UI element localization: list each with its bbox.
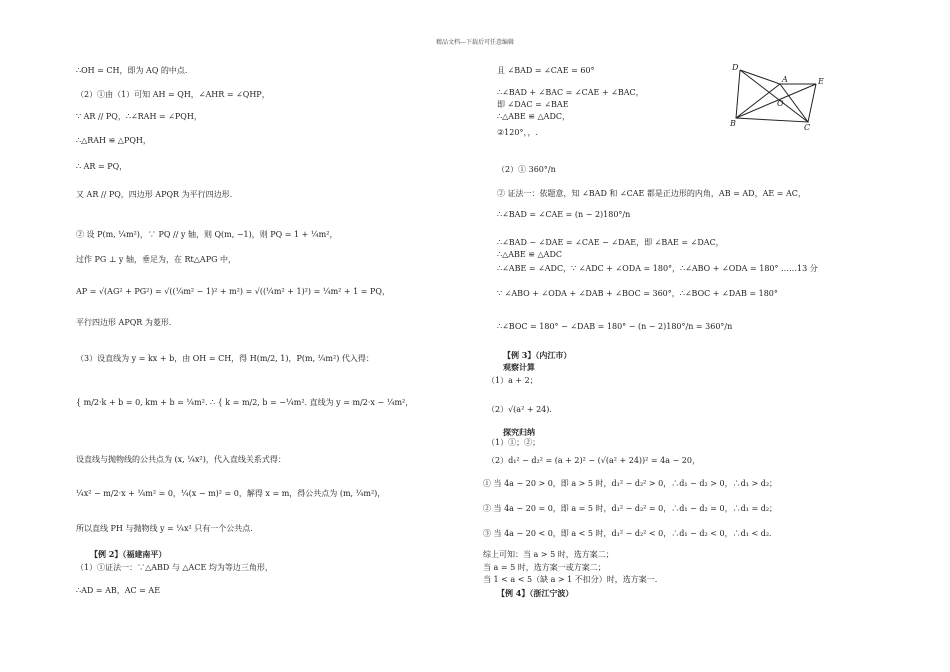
right-line: ∴∠BAD + ∠BAC = ∠CAE + ∠BAC， bbox=[497, 88, 644, 97]
left-line: 设直线与抛物线的公共点为 (x, ¼x²)，代入直线关系式得： bbox=[76, 455, 286, 464]
right-line: ∴∠BAD = ∠CAE = (n − 2)180°/n bbox=[497, 210, 631, 219]
right-line: 【例 4】（浙江宁波） bbox=[497, 588, 574, 598]
right-line: ∴∠ABE = ∠ADC，∵ ∠ADC + ∠ODA = 180°，∴∠ABO + ∠ODA = 180° ……13 分 bbox=[497, 264, 818, 273]
left-line: 所以直线 PH 与抛物线 y = ¼x² 只有一个公共点. bbox=[76, 524, 253, 533]
right-line: 且 ∠BAD = ∠CAE = 60° bbox=[497, 66, 595, 75]
right-line: ∵ ∠ABO + ∠ODA + ∠DAB + ∠BOC = 360°，∴∠BOC + ∠DAB = 180° bbox=[497, 289, 778, 298]
right-line: （1）①；②； bbox=[487, 438, 541, 447]
left-line: ∴OH = CH，即为 AQ 的中点. bbox=[76, 66, 188, 75]
right-line: ∴△ABE ≌ △ADC bbox=[497, 250, 562, 259]
left-line: ∵ AR // PQ，∴∠RAH = ∠PQH， bbox=[76, 112, 202, 121]
figure-label-b: B bbox=[730, 119, 736, 128]
figure-label-d: D bbox=[732, 63, 739, 72]
page-header: 精品文档---下载后可任意编辑 bbox=[435, 39, 515, 46]
right-line: ∴∠BAD − ∠DAE = ∠CAE − ∠DAE，即 ∠BAE = ∠DAC， bbox=[497, 238, 724, 247]
left-line: ∴ AR = PQ， bbox=[76, 162, 128, 171]
left-line: ∴AD = AB，AC = AE bbox=[76, 586, 161, 595]
right-line: 综上可知：当 a > 5 时，选方案二； bbox=[483, 550, 614, 559]
right-line: 当 1 < a < 5（缺 a > 1 不扣分）时，选方案一. bbox=[483, 575, 658, 584]
left-line: （2）①由（1）可知 AH = QH，∠AHR = ∠QHP， bbox=[76, 90, 270, 99]
right-line: （2）√(a² + 24)． bbox=[487, 405, 558, 414]
figure-label-e: E bbox=[818, 77, 824, 86]
left-line: ② 设 P(m, ¼m²)，∵ PQ // y 轴，则 Q(m, −1)，则 PQ = 1 + ¼m²， bbox=[76, 230, 338, 239]
left-line: ¼x² − m/2·x + ¼m² = 0，¼(x − m)² = 0，解得 x = m，得公共点为 (m, ¼m²)， bbox=[76, 489, 386, 498]
right-line: （2）d₁² − d₂² = (a + 2)² − (√(a² + 24))² = 4a − 20， bbox=[487, 456, 700, 465]
left-line: 过作 PG ⊥ y 轴，垂足为，在 Rt△APG 中， bbox=[76, 255, 237, 264]
right-line: 探究归纳 bbox=[503, 427, 535, 437]
right-line: ③ 当 4a − 20 < 0，即 a < 5 时，d₁² − d₂² < 0，∴d₁ − d₂ < 0，∴d₁ < d₂． bbox=[483, 529, 778, 538]
right-line: ② 证法一：依题意，知 ∠BAD 和 ∠CAE 都是正边形的内角，AB = AD，AE = AC， bbox=[497, 189, 806, 198]
right-line: ②120°，，. bbox=[497, 128, 538, 137]
left-line: ∴△RAH ≌ △PQH， bbox=[76, 136, 151, 145]
left-line: 【例 2】（福建南平） bbox=[90, 549, 167, 559]
right-line: ② 当 4a − 20 = 0，即 a = 5 时，d₁² − d₂² = 0，∴d₁ − d₂ = 0，∴d₁ = d₂； bbox=[483, 504, 778, 513]
left-line: 平行四边形 APQR 为菱形. bbox=[76, 318, 172, 327]
geometry-figure bbox=[728, 62, 828, 132]
right-line: 观察计算 bbox=[503, 362, 535, 372]
figure-label-o: O bbox=[777, 99, 784, 108]
left-line: { m/2·k + b = 0, km + b = ¼m². ∴ { k = m/2, b = −¼m². 直线为 y = m/2·x − ¼m²， bbox=[76, 398, 414, 407]
right-line: 【例 3】（内江市） bbox=[503, 350, 572, 360]
right-line: 即 ∠DAC = ∠BAE bbox=[497, 100, 569, 109]
left-line: 又 AR // PQ，四边形 APQR 为平行四边形. bbox=[76, 190, 233, 199]
right-line: ① 当 4a − 20 > 0，即 a > 5 时，d₁² − d₂² > 0，∴d₁ − d₂ > 0，∴d₁ > d₂； bbox=[483, 479, 778, 488]
left-line: （1）①证法一：∵△ABD 与 △ACE 均为等边三角形， bbox=[76, 563, 273, 572]
right-line: ∴∠BOC = 180° − ∠DAB = 180° − (n − 2)180°/n = 360°/n bbox=[497, 322, 733, 331]
figure-label-a: A bbox=[782, 75, 788, 84]
right-line: （1）a + 2； bbox=[487, 376, 538, 385]
left-line: （3）设直线为 y = kx + b，由 OH = CH，得 H(m/2, 1)，P(m, ¼m²) 代入得： bbox=[76, 354, 374, 363]
right-line: （2）① 360°/n bbox=[497, 165, 556, 174]
right-line: 当 a = 5 时，选方案一或方案二； bbox=[483, 563, 606, 572]
right-line: ∴△ABE ≌ △ADC， bbox=[497, 112, 570, 121]
left-line: AP = √(AG² + PG²) = √((¼m² − 1)² + m²) = √((¼m² + 1)²) = ¼m² + 1 = PQ， bbox=[76, 287, 390, 296]
figure-label-c: C bbox=[804, 123, 811, 132]
